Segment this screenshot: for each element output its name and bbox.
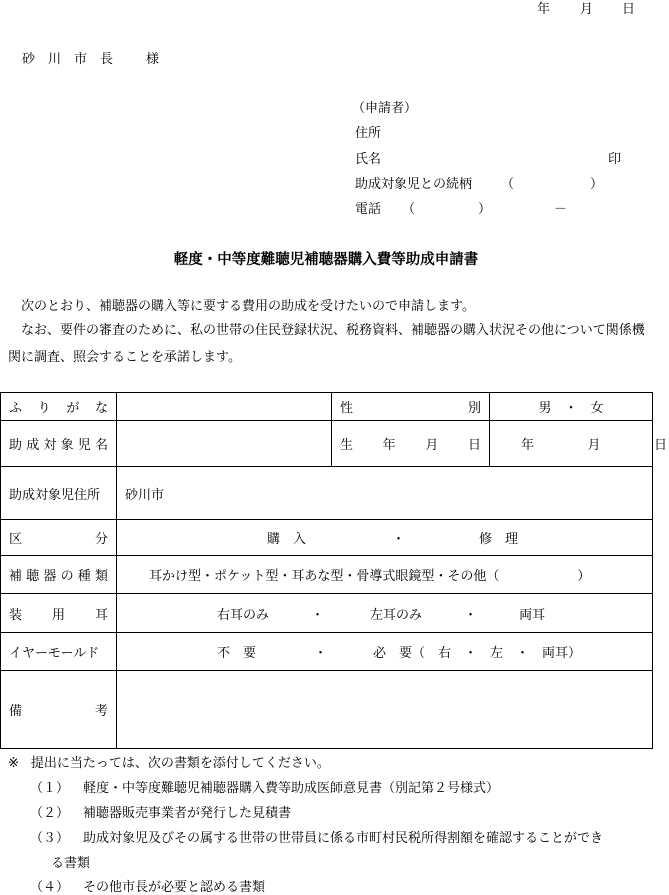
addressee-char: 長	[100, 52, 114, 67]
notes-item-3-continued: る書類	[51, 856, 91, 871]
earmold-options[interactable]: 不 要 ・ 必 要（ 右 ・ 左 ・ 両耳）	[117, 633, 653, 671]
device-type-options[interactable]: 耳かけ型・ポケット型・耳あな型・骨導式眼鏡型・その他（ ）	[117, 556, 653, 594]
notes-item-2: （２） 補聴器販売事業者が発行した見積書	[30, 806, 292, 821]
gender-options[interactable]: 男 ・ 女	[490, 393, 653, 421]
notes-item-1: （１） 軽度・中等度難聴児補聴器購入費等助成医師意見書（別記第２号様式）	[30, 781, 500, 796]
intro-paragraph-2: なお、要件の審査のために、私の世帯の住民登録状況、税務資料、補聴器の購入状況その他について関係機関に調査、照会することを承諾します。	[8, 323, 645, 365]
addressee-char: 砂	[22, 52, 36, 67]
row-child-address	[1, 467, 653, 520]
birth-label: 生 年 月 日	[340, 438, 481, 453]
category-options[interactable]: 購 入 ・ 修 理	[117, 520, 653, 556]
gender-label: 性 別	[340, 401, 481, 416]
earmold-label: イヤーモールド	[1, 633, 117, 671]
furigana-label-cell	[1, 393, 117, 421]
relation-label: 助成対象児との続柄	[355, 177, 473, 192]
date-month-label: 月	[580, 2, 594, 17]
relation-close-paren: ）	[590, 177, 604, 192]
birth-label-cell	[332, 421, 490, 467]
application-form-table	[0, 392, 667, 749]
phone-label: 電話	[355, 202, 382, 217]
row-furigana	[1, 393, 653, 421]
date-day-label: 日	[622, 2, 636, 17]
phone-dash: －	[554, 202, 568, 217]
category-label: 区 分	[9, 532, 108, 547]
child-address-label: 助成対象児住所	[1, 467, 117, 520]
row-remarks	[1, 671, 653, 749]
intro-paragraph-1: 次のとおり、補聴器の購入等に要する費用の助成を受けたいので申請します。	[8, 299, 475, 314]
row-category	[1, 520, 653, 556]
phone-close-paren: ）	[478, 202, 492, 217]
row-device-type	[1, 556, 653, 594]
row-earmold	[1, 633, 653, 671]
ear-label-cell	[1, 594, 117, 633]
applicant-address-label: 住所	[355, 126, 382, 141]
form-title: 軽度・中等度難聴児補聴器購入費等助成申請書	[173, 252, 479, 268]
date-year-label: 年	[537, 2, 551, 17]
relation-open-paren: （	[501, 177, 515, 192]
birth-date-input[interactable]	[490, 421, 667, 467]
device-type-label: 補 聴 器 の 種 類	[9, 569, 108, 584]
child-name-input[interactable]	[117, 421, 332, 467]
addressee-char: 川	[48, 52, 62, 67]
furigana-input[interactable]	[117, 393, 332, 421]
child-name-label-cell	[1, 421, 117, 467]
applicant-heading: （申請者）	[352, 101, 418, 116]
notes-item-4: （４） その他市長が必要と認める書類	[30, 880, 266, 895]
ear-label: 装 用 耳	[9, 607, 108, 623]
row-child-name	[1, 421, 653, 467]
furigana-label: ふ り が な	[9, 401, 108, 416]
child-name-label: 助 成 対 象 児 名	[9, 438, 108, 453]
row-ear	[1, 594, 653, 633]
remarks-label: 備 考	[9, 704, 108, 719]
child-address-input[interactable]: 砂川市	[117, 467, 653, 520]
notes-intro: ※ 提出に当たっては、次の書類を添付してください。	[8, 756, 330, 771]
birth-date-value: 年 月 日	[521, 438, 667, 453]
gender-label-cell	[332, 393, 490, 421]
remarks-label-cell	[1, 671, 117, 749]
addressee-char: 市	[74, 52, 88, 67]
phone-open-paren: （	[402, 202, 416, 217]
remarks-input[interactable]	[117, 671, 653, 749]
ear-options[interactable]: 右耳のみ ・ 左耳のみ ・ 両耳	[117, 594, 653, 633]
notes-mark: ※	[8, 756, 19, 771]
applicant-name-label: 氏名	[355, 152, 382, 167]
seal-mark: 印	[608, 152, 622, 167]
addressee-honorific: 様	[146, 52, 160, 67]
device-type-label-cell	[1, 556, 117, 594]
category-label-cell	[1, 520, 117, 556]
notes-item-3: （３） 助成対象児及びその属する世帯の世帯員に係る市町村民税所得割額を確認することができ	[30, 831, 604, 846]
